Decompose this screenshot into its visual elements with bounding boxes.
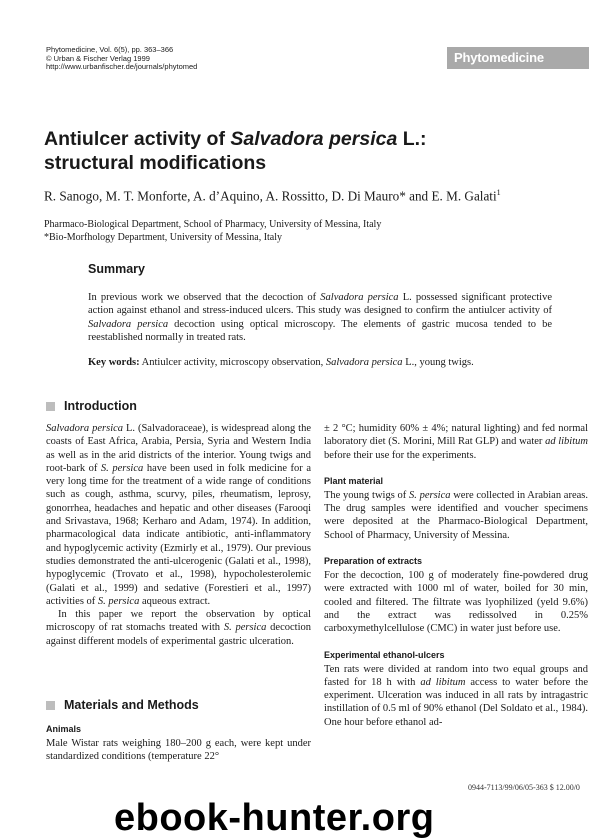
authors-end: and E. M. Galati <box>405 188 497 204</box>
author-mark: * <box>399 188 406 204</box>
journal-logo: Phytomedicine <box>447 47 589 69</box>
journal-copyright: © Urban & Fischer Verlag 1999 <box>46 53 150 63</box>
introduction-heading <box>46 399 137 413</box>
animals-cont-italic: ad libitum <box>545 436 588 448</box>
journal-citation-block <box>46 46 197 72</box>
intro-text: aqueous extract. <box>139 595 211 607</box>
title-text-end: L.: <box>397 128 427 150</box>
animals-section <box>46 724 311 764</box>
affiliation-2: *Bio-Morfhology Department, University of Messina, Italy <box>44 232 283 243</box>
intro-text: have been used in folk medicine for a very long time for the treatment of a wide range of conditions such as cough, asthma, scurvy, piles, rheumatism, leprosy, gonorrhea, headaches and hepatic and other diseases (Farooqi and Srivastava, 1968; Kerharo and Adam, 1974). In addition, pharmacological data indicate antibiotic, anti-inflammatory and hypoglycemic activity (Ezmirly et al., 1979). Our previous studies demonstrated the anti-ulcerogenic (Galati et al., 1998), hypoglycemic (Trovato et al., 1998), hypocholesterolemic (Galati et al., 1999) and sedative (Forestieri et al., 1997) activities of <box>46 462 311 607</box>
animals-continued <box>324 422 588 462</box>
title-line-2: structural modifications <box>44 152 267 174</box>
journal-citation: Phytomedicine, Vol. 6(5), pp. 363–366 <box>46 45 174 54</box>
plant-species: S. persica <box>408 489 451 501</box>
ethanol-text <box>324 663 588 729</box>
animals-text: Male Wistar rats weighing 180–200 g each, were kept under standardized conditions (temperature 22° <box>46 738 311 763</box>
intro-text: In this paper we report the observation by optical microscopy of rat stomachs treated with <box>46 609 311 634</box>
affiliation-1: Pharmaco-Biological Department, School of Pharmacy, University of Messina, Italy <box>44 219 382 230</box>
intro-text: L. (Salvadoraceae), is widespread along the coasts of East Africa, Arabia, Persia, Syria and Western India as well as in the arid districts of the interior. Young twigs and root-bark of <box>46 423 311 474</box>
journal-url[interactable]: http://www.urbanfischer.de/journals/phytomed <box>46 62 198 72</box>
title-text: Antiulcer activity of <box>44 128 231 150</box>
animals-cont-end: before their use for the experiments. <box>324 449 477 461</box>
article-code: 0944-7113/99/06/05-363 $ 12.00/0 <box>468 783 580 792</box>
intro-text: decoction against different models of experimental gastric ulceration. <box>46 622 311 647</box>
summary-part: In previous work we observed that the decoction of <box>88 292 321 303</box>
methods-heading-text: Materials and Methods <box>64 698 199 712</box>
author-footnote-sup: 1 <box>496 188 501 197</box>
intro-species: S. persica <box>223 622 267 634</box>
plant-part: were collected in Arabian areas. The drug samples were identified and voucher specimens were deposited at the Pharmaco-Biological Department, School of Pharmacy, University of Messina. <box>324 489 588 541</box>
intro-species: S. persica <box>100 462 144 474</box>
section-square-icon <box>46 402 55 411</box>
summary-text <box>88 291 552 344</box>
animals-cont-text: ± 2 °C; humidity 60% ± 4%; natural lighting) and fed normal laboratory diet (S. Morini, Mill Rat GLP) and water <box>324 423 588 448</box>
keywords-species: Salvadora persica <box>325 357 403 368</box>
introduction-heading-text: Introduction <box>64 399 137 413</box>
intro-species: Salvadora persica <box>46 423 124 434</box>
keywords-end: L., young twigs. <box>402 357 474 368</box>
keywords-text: Antiulcer activity, microscopy observation, <box>139 357 326 368</box>
ethanol-italic: ad libitum <box>420 676 466 688</box>
author-list <box>44 185 501 204</box>
ethanol-part: Ten rats were divided at random into two equal groups and fasted for 18 h with <box>324 663 588 688</box>
summary-species: Salvadora persica <box>88 318 169 330</box>
article-title <box>44 127 427 175</box>
intro-species: S. persica <box>97 595 140 607</box>
intro-paragraph-2 <box>46 608 311 648</box>
section-square-icon <box>46 701 55 710</box>
summary-part: L. possessed significant protective action against ethanol and stress-induced ulcers. This study was designed to confirm the antiulcer activity of <box>88 292 552 317</box>
watermark: ebook-hunter.org <box>114 797 435 839</box>
ethanol-part: access to water before the experiment. Ulceration was induced in all rats by intragastric instillation of 0.5 ml of 90% ethanol (Del Soldato et al., 1984). One hour before ethanol ad- <box>324 676 588 728</box>
summary-heading: Summary <box>88 262 145 276</box>
plant-text <box>324 489 588 542</box>
animals-heading: Animals <box>46 724 82 734</box>
left-column <box>46 422 311 648</box>
plant-heading: Plant material <box>324 475 384 486</box>
extracts-text: For the decoction, 100 g of moderately fine-powdered drug were extracted with 1000 ml of water, boiled for 30 min, cooled and filtered. The filtrate was lyophilized (yeld 9.6%) and the extract was redissolved in 0.25% carboxymethylcellulose (CMC) in water just before use. <box>324 570 588 635</box>
keywords <box>88 356 552 369</box>
keywords-label: Key words: <box>88 357 140 368</box>
methods-heading <box>46 698 199 712</box>
extracts-heading: Preparation of extracts <box>324 556 423 567</box>
plant-part: The young twigs of <box>324 489 409 501</box>
summary-species: Salvadora persica <box>320 292 399 303</box>
title-species: Salvadora persica <box>230 128 398 150</box>
ethanol-heading: Experimental ethanol-ulcers <box>324 649 445 660</box>
affiliations <box>44 218 381 244</box>
authors-main: R. Sanogo, M. T. Monforte, A. d’Aquino, A. Rossitto, D. Di Mauro <box>44 188 400 204</box>
right-column <box>324 422 588 729</box>
intro-paragraph-1 <box>46 422 311 608</box>
summary-part: decoction using optical microscopy. The elements of gastric mucosa tended to be reestablished normally in treated rats. <box>88 318 553 343</box>
